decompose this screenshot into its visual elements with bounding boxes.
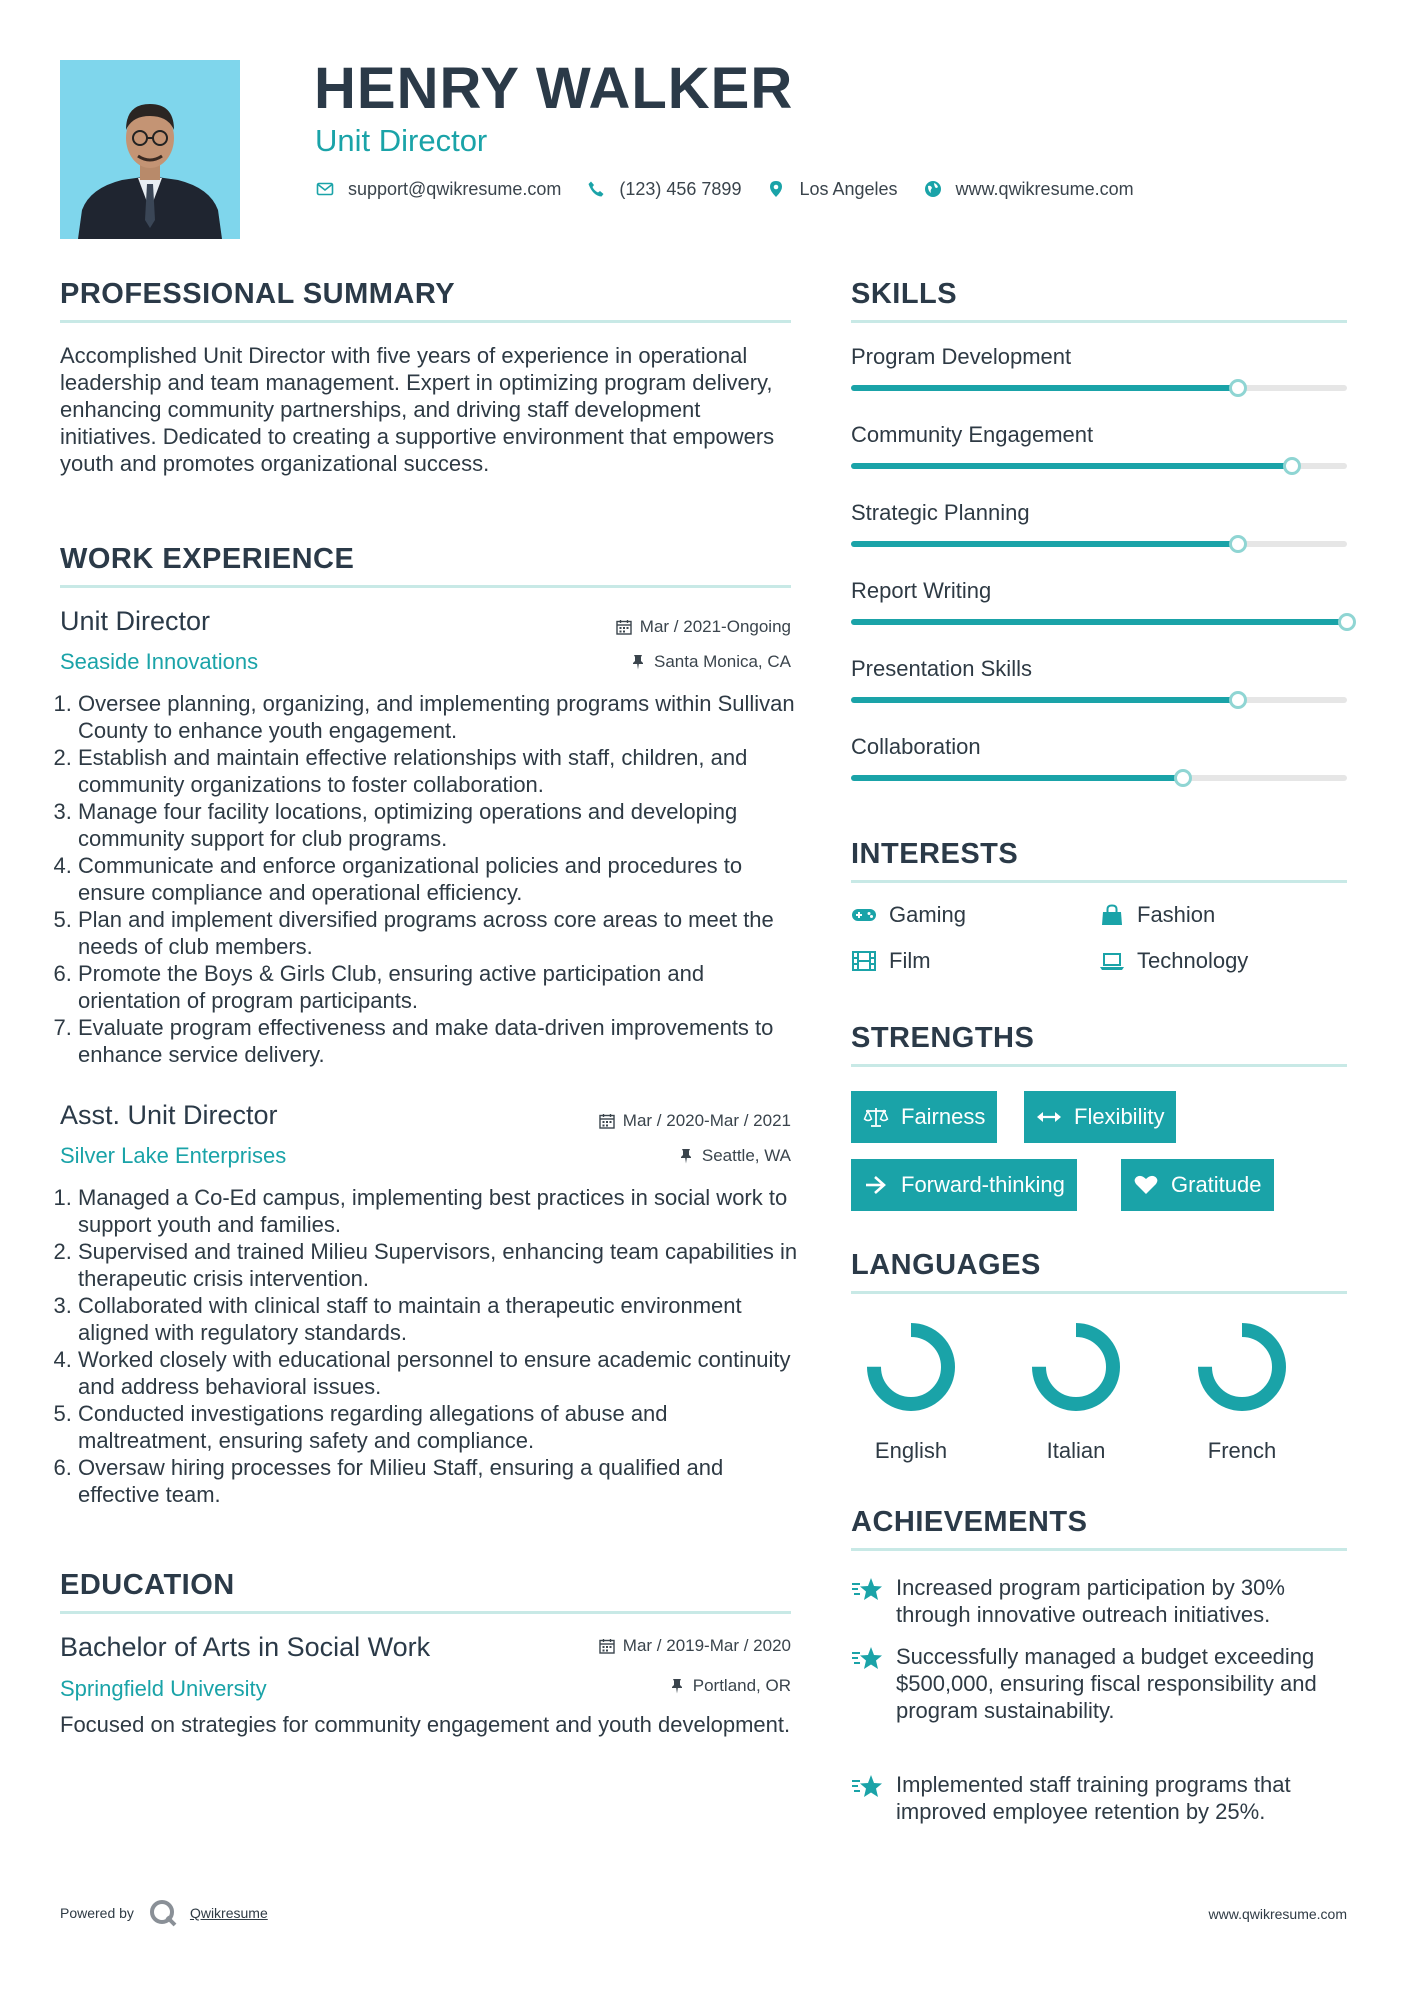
strength-flexibility	[1024, 1091, 1176, 1143]
calendar-icon	[599, 1113, 615, 1129]
balance-scale-icon	[863, 1106, 889, 1128]
contact-row	[314, 178, 1158, 200]
profile-photo	[60, 60, 240, 239]
skill-track	[851, 385, 1347, 391]
interest-technology	[1099, 948, 1248, 974]
skill-fill	[851, 385, 1238, 391]
skill-fill	[851, 541, 1238, 547]
calendar-icon	[599, 1638, 615, 1654]
laptop-icon	[1099, 950, 1125, 972]
summary-heading: PROFESSIONAL SUMMARY	[60, 278, 456, 310]
skill-label: Collaboration	[851, 734, 981, 759]
interest-gaming	[851, 902, 966, 928]
skill-track	[851, 541, 1347, 547]
skill-knob	[1338, 613, 1356, 631]
arrow-right-icon	[863, 1174, 889, 1196]
summary-divider	[60, 320, 791, 323]
qwikresume-link[interactable]: Qwikresume	[189, 1905, 268, 1921]
experience-divider	[60, 585, 791, 588]
interest-fashion	[1099, 902, 1215, 928]
shooting-star-icon	[851, 1773, 883, 1801]
shooting-star-icon	[851, 1576, 883, 1604]
strength-label: Flexibility	[1074, 1104, 1165, 1129]
contact-email[interactable]: support@qwikresume.com	[348, 178, 562, 199]
languages-heading: LANGUAGES	[851, 1249, 1041, 1281]
strength-fairness	[851, 1091, 997, 1143]
strength-label: Forward-thinking	[901, 1172, 1065, 1197]
interest-label: Film	[889, 948, 931, 973]
strengths-divider	[851, 1064, 1347, 1067]
interest-label: Technology	[1137, 948, 1249, 973]
achievement-text: Increased program participation by 30% through innovative outreach initiatives.	[896, 1575, 1285, 1627]
language-label: French	[1207, 1438, 1277, 1463]
job-2-role: Asst. Unit Director	[60, 1100, 278, 1130]
language-english	[841, 1321, 981, 1464]
calendar-icon	[616, 619, 632, 635]
shopping-bag-icon	[1099, 904, 1125, 926]
job-1-location	[630, 652, 791, 672]
list-item: 4. Communicate and enforce organizational policies and procedures to ensure compliance and operational efficiency.	[78, 852, 800, 906]
skill-program-development	[851, 344, 1347, 404]
film-icon	[851, 950, 877, 972]
list-item: 7. Evaluate program effectiveness and make data-driven improvements to enhance service delivery.	[78, 1014, 800, 1068]
skill-label: Presentation Skills	[851, 656, 1032, 681]
interests-divider	[851, 880, 1347, 883]
map-marker-icon	[765, 178, 787, 200]
job-2-location	[678, 1146, 791, 1166]
strength-label: Fairness	[901, 1104, 986, 1129]
skills-heading: SKILLS	[851, 278, 958, 310]
education-location	[669, 1676, 791, 1696]
skill-fill	[851, 697, 1238, 703]
skill-knob	[1229, 535, 1247, 553]
list-item: 5. Plan and implement diversified programs across core areas to meet the needs of club members.	[78, 906, 800, 960]
skill-collaboration	[851, 734, 1347, 794]
footer-website[interactable]: www.qwikresume.com	[1208, 1906, 1347, 1922]
job-2-bullets	[60, 1184, 800, 1508]
skill-track	[851, 619, 1347, 625]
skill-track	[851, 697, 1347, 703]
summary-text: Accomplished Unit Director with five years of experience in operational leadership and team management. Expert in optimizing program delivery, enhancing community partnerships, and driving staff development initiatives. Dedicated to creating a supportive environment that empowers youth and promotes organizational success.	[60, 343, 775, 476]
gamepad-icon	[851, 904, 877, 926]
job-2-location-text: Seattle, WA	[701, 1146, 791, 1165]
list-item: 3. Collaborated with clinical staff to maintain a therapeutic environment aligned with regulatory standards.	[78, 1292, 800, 1346]
education-location-text: Portland, OR	[692, 1676, 791, 1695]
skill-label: Report Writing	[851, 578, 992, 603]
achievement-text: Implemented staff training programs that improved employee retention by 25%.	[896, 1772, 1291, 1824]
languages-divider	[851, 1291, 1347, 1294]
achievements-heading: ACHIEVEMENTS	[851, 1506, 1088, 1538]
list-item: 2. Establish and maintain effective relationships with staff, children, and community organizations to foster collaboration.	[78, 744, 800, 798]
contact-website[interactable]: www.qwikresume.com	[955, 178, 1134, 199]
list-item: 6. Promote the Boys & Girls Club, ensuring active participation and orientation of program participants.	[78, 960, 800, 1014]
thumbtack-icon	[630, 654, 646, 670]
skill-knob	[1283, 457, 1301, 475]
interest-label: Fashion	[1137, 902, 1216, 927]
language-ring	[1196, 1321, 1288, 1413]
skill-label: Community Engagement	[851, 422, 1094, 447]
job-2-dates	[599, 1111, 791, 1131]
language-label: English	[874, 1438, 948, 1463]
phone-icon	[585, 178, 607, 200]
list-item: 1. Oversee planning, organizing, and implementing programs within Sullivan County to enhance youth engagement.	[78, 690, 800, 744]
candidate-name: HENRY WALKER	[314, 56, 794, 121]
language-french	[1172, 1321, 1312, 1464]
skill-report-writing	[851, 578, 1347, 638]
job-1-company: Seaside Innovations	[60, 649, 259, 674]
interest-film	[851, 948, 931, 974]
thumbtack-icon	[678, 1148, 694, 1164]
skill-track	[851, 775, 1347, 781]
skill-knob	[1229, 691, 1247, 709]
powered-by-text: Powered by	[60, 1905, 134, 1921]
education-description: Focused on strategies for community engagement and youth development.	[60, 1712, 791, 1737]
language-ring	[1030, 1321, 1122, 1413]
contact-phone[interactable]: (123) 456 7899	[619, 178, 742, 199]
education-school: Springfield University	[60, 1676, 267, 1701]
job-1-role: Unit Director	[60, 606, 211, 636]
list-item: 1. Managed a Co-Ed campus, implementing best practices in social work to support youth and families.	[78, 1184, 800, 1238]
list-item: 2. Supervised and trained Milieu Supervisors, enhancing team capabilities in therapeutic crisis intervention.	[78, 1238, 800, 1292]
list-item: 4. Worked closely with educational personnel to ensure academic continuity and address behavioral issues.	[78, 1346, 800, 1400]
skill-presentation-skills	[851, 656, 1347, 716]
qwikresume-logo-icon	[148, 1898, 178, 1928]
job-2-company: Silver Lake Enterprises	[60, 1143, 287, 1168]
skill-fill	[851, 775, 1183, 781]
language-ring	[865, 1321, 957, 1413]
list-item: 6. Oversaw hiring processes for Milieu Staff, ensuring a qualified and effective team.	[78, 1454, 800, 1508]
job-1-bullets	[60, 690, 800, 1068]
globe-icon	[922, 178, 944, 200]
skill-knob	[1229, 379, 1247, 397]
heart-icon	[1133, 1174, 1159, 1196]
thumbtack-icon	[669, 1678, 685, 1694]
skill-label: Program Development	[851, 344, 1072, 369]
skill-knob	[1174, 769, 1192, 787]
footer-powered-by	[60, 1898, 268, 1928]
shooting-star-icon	[851, 1645, 883, 1673]
interest-label: Gaming	[889, 902, 967, 927]
skill-community-engagement	[851, 422, 1347, 482]
achievement-text: Successfully managed a budget exceeding $500,000, ensuring fiscal responsibility and program sustainability.	[896, 1644, 1317, 1723]
arrows-h-icon	[1036, 1106, 1062, 1128]
contact-location: Los Angeles	[799, 178, 898, 199]
envelope-icon	[314, 178, 336, 200]
education-divider	[60, 1611, 791, 1614]
list-item: 5. Conducted investigations regarding allegations of abuse and maltreatment, ensuring safety and compliance.	[78, 1400, 800, 1454]
job-1-location-text: Santa Monica, CA	[653, 652, 791, 671]
candidate-title: Unit Director	[315, 123, 488, 158]
experience-heading: WORK EXPERIENCE	[60, 543, 355, 575]
language-italian	[1006, 1321, 1146, 1464]
language-label: Italian	[1046, 1438, 1106, 1463]
skill-track	[851, 463, 1347, 469]
skill-strategic-planning	[851, 500, 1347, 560]
skill-fill	[851, 463, 1292, 469]
job-2-dates-text: Mar / 2020-Mar / 2021	[622, 1111, 791, 1130]
education-dates-text: Mar / 2019-Mar / 2020	[622, 1636, 791, 1655]
education-heading: EDUCATION	[60, 1569, 235, 1601]
strength-gratitude	[1121, 1159, 1274, 1211]
strengths-heading: STRENGTHS	[851, 1022, 1035, 1054]
job-1-dates-text: Mar / 2021-Ongoing	[639, 617, 791, 636]
list-item: 3. Manage four facility locations, optimizing operations and developing community support for club programs.	[78, 798, 800, 852]
strength-forward-thinking	[851, 1159, 1077, 1211]
achievements-divider	[851, 1548, 1347, 1551]
education-dates	[599, 1636, 791, 1656]
education-degree: Bachelor of Arts in Social Work	[60, 1632, 431, 1662]
skill-label: Strategic Planning	[851, 500, 1030, 525]
skills-divider	[851, 320, 1347, 323]
strength-label: Gratitude	[1171, 1172, 1262, 1197]
job-1-dates	[616, 617, 791, 637]
profile-photo-image	[60, 60, 240, 239]
interests-heading: INTERESTS	[851, 838, 1019, 870]
skill-fill	[851, 619, 1347, 625]
